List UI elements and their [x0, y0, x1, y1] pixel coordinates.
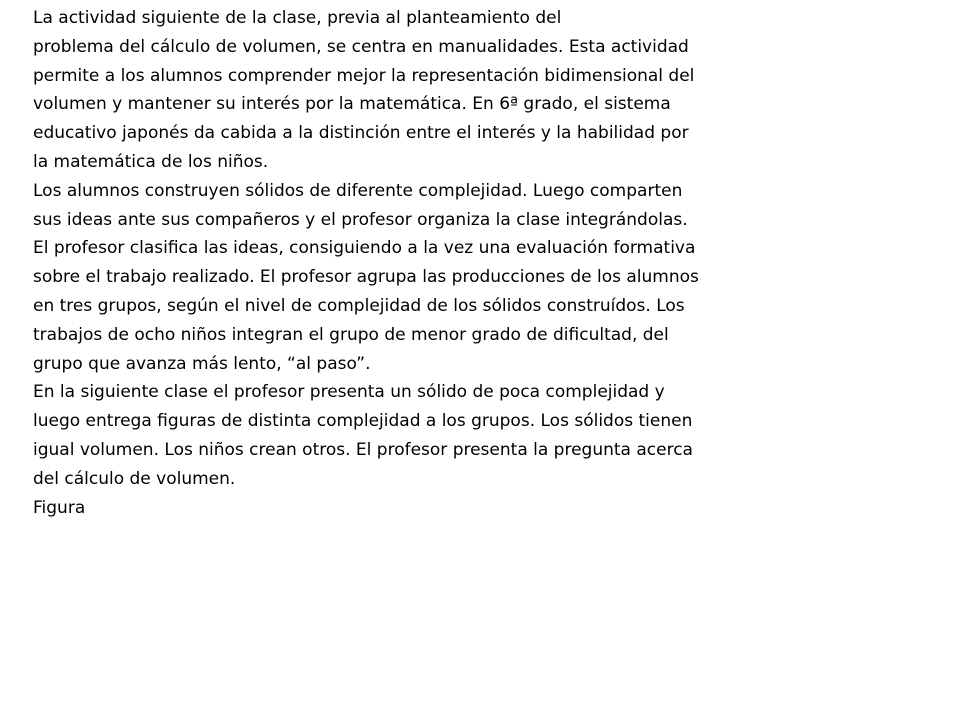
- figure-label: Figura: [33, 497, 86, 518]
- text-line: luego entrega figuras de distinta complejidad a los grupos. Los sólidos tienen: [33, 411, 693, 432]
- text-line: educativo japonés da cabida a la distinción entre el interés y la habilidad por: [33, 123, 689, 144]
- text-line: volumen y mantener su interés por la matemática. En 6ª grado, el sistema: [33, 94, 671, 115]
- body-text: [33, 4, 933, 522]
- text-line: Los alumnos construyen sólidos de diferente complejidad. Luego comparten: [33, 180, 683, 201]
- text-line: permite a los alumnos comprender mejor la representación bidimensional del: [33, 65, 695, 86]
- text-line: grupo que avanza más lento, “al paso”.: [33, 353, 371, 374]
- text-line: La actividad siguiente de la clase, previa al planteamiento del: [33, 8, 562, 28]
- text-line: sus ideas ante sus compañeros y el profesor organiza la clase integrándolas.: [33, 209, 688, 230]
- text-line: problema del cálculo de volumen, se centra en manualidades. Esta actividad: [33, 36, 689, 57]
- text-line: sobre el trabajo realizado. El profesor agrupa las producciones de los alumnos: [33, 267, 699, 288]
- text-line: igual volumen. Los niños crean otros. El profesor presenta la pregunta acerca: [33, 439, 693, 460]
- text-line: El profesor clasifica las ideas, consiguiendo a la vez una evaluación formativa: [33, 238, 696, 259]
- text-line: En la siguiente clase el profesor presenta un sólido de poca complejidad y: [33, 382, 665, 403]
- text-line: en tres grupos, según el nivel de complejidad de los sólidos construídos. Los: [33, 295, 685, 316]
- text-line: del cálculo de volumen.: [33, 468, 236, 489]
- text-line: la matemática de los niños.: [33, 151, 269, 172]
- text-line: trabajos de ocho niños integran el grupo de menor grado de dificultad, del: [33, 324, 669, 345]
